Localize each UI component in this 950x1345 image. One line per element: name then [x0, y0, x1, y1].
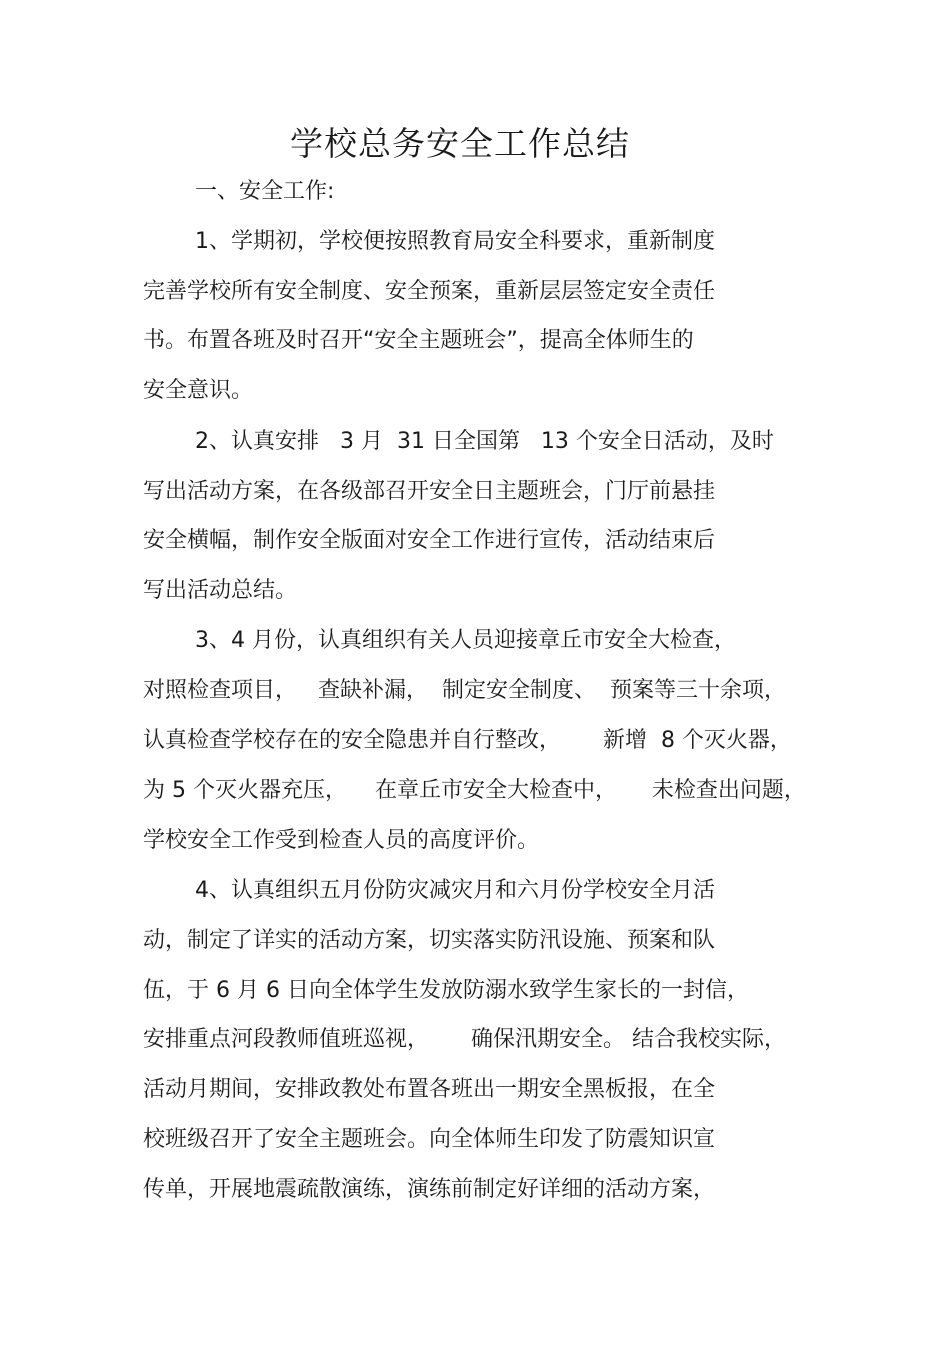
paragraph-line: 学校安全工作受到检查人员的高度评价。	[143, 828, 540, 853]
paragraph-line: 2、认真安排 3 月 31 日全国第 13 个安全日活动，及时	[195, 429, 774, 454]
paragraph-line: 动，制定了详实的活动方案，切实落实防汛设施、预案和队	[143, 928, 716, 953]
paragraph-line: 安全横幅，制作安全版面对安全工作进行宣传，活动结束后	[143, 528, 716, 553]
document-title: 学校总务安全工作总结	[290, 124, 630, 163]
paragraph-line: 安排重点河段教师值班巡视， 确保汛期安全。 结合我校实际，	[143, 1027, 786, 1052]
section-heading: 一、安全工作:	[195, 179, 335, 204]
paragraph-line: 伍，于 6 月 6 日向全体学生发放防溺水致学生家长的一封信，	[143, 978, 749, 1003]
paragraph-line: 传单，开展地震疏散演练，演练前制定好详细的活动方案，	[143, 1177, 716, 1202]
paragraph-line: 安全意识。	[143, 378, 254, 403]
paragraph-line: 活动月期间，安排政教处布置各班出一期安全黑板报，在全	[143, 1077, 716, 1102]
paragraph-line: 认真检查学校存在的安全隐患并自行整改， 新增 8 个灭火器，	[143, 728, 792, 753]
paragraph-line: 完善学校所有安全制度、安全预案，重新层层签定安全责任	[143, 279, 716, 304]
paragraph-line: 为 5 个灭火器充压， 在章丘市安全大检查中， 未检查出问题，	[143, 778, 806, 803]
paragraph-line: 4、认真组织五月份防灾减灾月和六月份学校安全月活	[195, 878, 715, 903]
paragraph-line: 校班级召开了安全主题班会。向全体师生印发了防震知识宣	[143, 1127, 716, 1152]
paragraph-line: 对照检查项目， 查缺补漏， 制定安全制度、 预案等三十余项，	[143, 678, 786, 703]
paragraph-line: 3、4 月份，认真组织有关人员迎接章丘市安全大检查，	[195, 628, 736, 653]
paragraph-line: 书。布置各班及时召开“安全主题班会”，提高全体师生的	[143, 328, 694, 353]
paragraph-line: 1、学期初，学校便按照教育局安全科要求，重新制度	[195, 229, 715, 254]
paragraph-line: 写出活动总结。	[143, 578, 298, 603]
paragraph-line: 写出活动方案，在各级部召开安全日主题班会，门厅前悬挂	[143, 479, 716, 504]
